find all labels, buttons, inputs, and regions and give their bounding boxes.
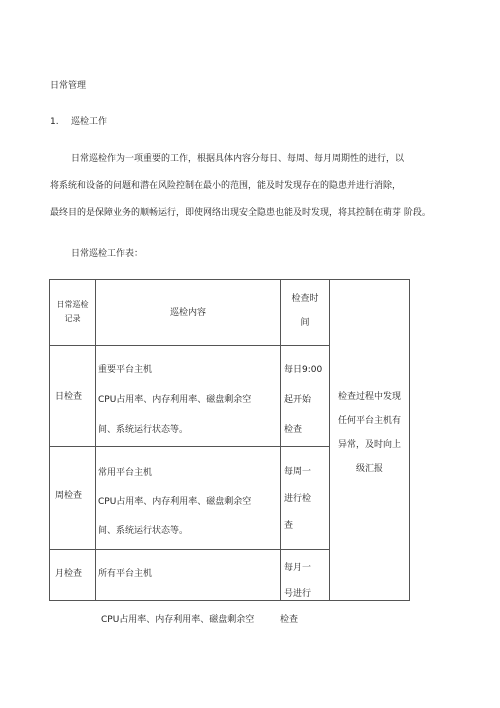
row-time <box>284 459 311 540</box>
row-record: 月检查 <box>55 569 83 579</box>
paragraph-line: 将系统和设备的问题和潜在风险控制在最小的范围，能及时发现存在的隐患并进行消除， <box>50 181 402 191</box>
header-time <box>281 287 329 335</box>
table-column-divider <box>95 279 96 601</box>
row-time-line: 每月一 <box>284 563 312 573</box>
header-time-line: 间 <box>300 318 310 328</box>
row-time-line: 检查 <box>284 425 303 435</box>
header-time-line: 检查时 <box>291 294 319 304</box>
table-row-divider <box>49 345 330 346</box>
continuation-time: 检查 <box>280 615 299 625</box>
page-heading: 日常管理 <box>50 81 87 91</box>
table-row-divider <box>49 446 330 447</box>
header-record-line: 记录 <box>64 314 81 323</box>
row-time-line: 进行检 <box>284 494 312 504</box>
paragraph-line: 最终目的是保障业务的顺畅运行，即使网络出现安全隐患也能及时发现，将其控制在萌芽 阶段。 <box>50 208 431 218</box>
row-time-line: 起开始 <box>284 395 312 405</box>
remark-line: 异常，及时向上 <box>337 440 401 450</box>
remark <box>330 385 409 481</box>
inspection-table <box>49 279 410 601</box>
table-border-top <box>49 279 410 280</box>
row-content <box>98 355 251 445</box>
section-title: 巡检工作 <box>71 117 108 127</box>
row-time-line: 查 <box>284 521 294 531</box>
header-record-line: 日常巡检 <box>56 300 89 309</box>
remark-line: 级汇报 <box>355 464 383 474</box>
section-number: 1. <box>50 117 59 127</box>
header-record <box>50 298 95 326</box>
row-time <box>284 555 311 607</box>
table-border-bottom <box>49 600 410 601</box>
header-content: 巡检内容 <box>169 308 206 318</box>
row-content-line: 重要平台主机 <box>98 365 153 375</box>
continuation-content: CPU占用率、内存利用率、磁盘剩余空 <box>101 615 255 625</box>
row-time <box>284 355 322 445</box>
remark-line: 任何平台主机有 <box>337 416 401 426</box>
row-record: 日检查 <box>55 392 83 402</box>
table-row-divider <box>49 549 330 550</box>
row-time-line: 每周一 <box>284 467 312 477</box>
row-content: 所有平台主机 <box>98 569 153 579</box>
row-content <box>98 459 251 546</box>
row-content-line: 常用平台主机 <box>98 468 153 478</box>
remark-line: 检查过程中发现 <box>337 392 401 402</box>
paragraph-line: 日常巡检作为一项重要的工作，根据具体内容分每日、每周、每月周期性的进行，以 <box>71 154 405 164</box>
row-content-line: 间、系统运行状态等。 <box>98 425 189 435</box>
row-record: 周检查 <box>55 491 83 501</box>
table-caption: 日常巡检工作表： <box>71 249 144 259</box>
row-content-line: CPU占用率、内存利用率、磁盘剩余空 <box>98 497 252 507</box>
row-time-line: 号进行 <box>284 589 312 599</box>
table-border-left <box>49 279 50 601</box>
table-border-right <box>409 279 410 601</box>
row-content-line: 间、系统运行状态等。 <box>98 526 189 536</box>
row-time-line: 每日9:00 <box>284 365 323 375</box>
row-content-line: CPU占用率、内存利用率、磁盘剩余空 <box>98 395 252 405</box>
